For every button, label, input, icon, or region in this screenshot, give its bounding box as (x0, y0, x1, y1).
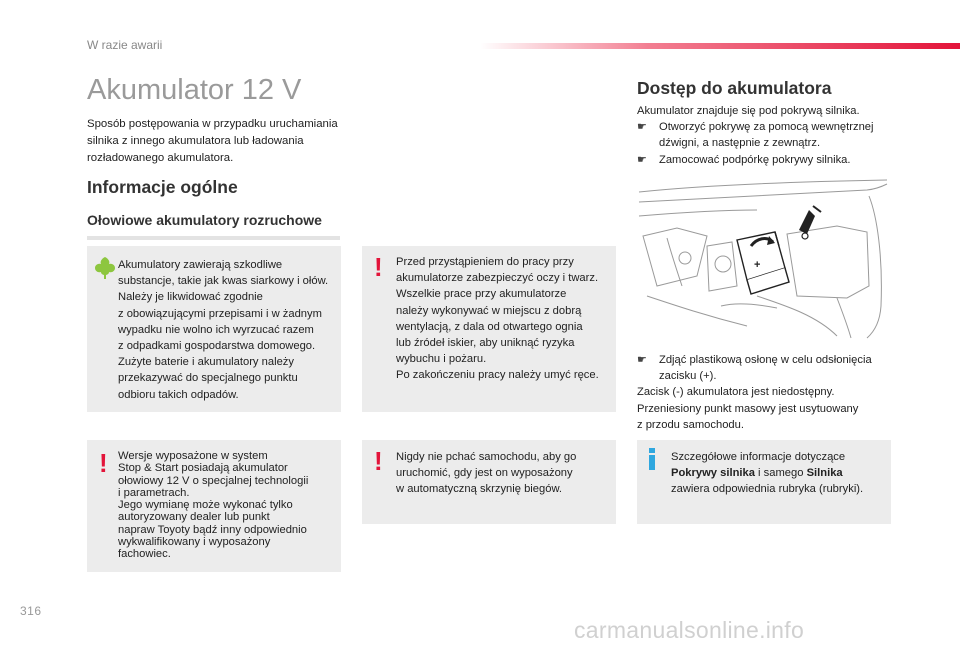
negative-terminal-note: Zacisk (-) akumulatora jest niedostępny. (637, 386, 835, 399)
engine-link-text: Silnika (806, 467, 843, 480)
stop-start-line: Stop & Start posiadają akumulator (118, 462, 288, 475)
general-heading: Informacje ogólne (87, 177, 238, 197)
push-start-line: uruchomić, gdy jest on wyposażony (396, 467, 573, 480)
eco-box (87, 246, 341, 412)
stop-start-line: i parametrach. (118, 486, 190, 499)
push-start-line: w automatyczną skrzynię biegów. (396, 483, 563, 496)
safety-line: akumulatorze zabezpieczyć oczy i twarz. (396, 272, 599, 285)
stop-start-text (118, 450, 340, 561)
eco-line: Należy je likwidować zgodnie (118, 291, 263, 304)
step-secure-bonnet-text: Zamocować podpórkę pokrywy silnika. (659, 153, 851, 166)
stop-start-line: napraw Toyoty bądź inny odpowiednio (118, 523, 307, 536)
push-start-warning-box (362, 440, 616, 524)
info-icon (649, 448, 655, 470)
info-connector-text: i samego (754, 467, 807, 480)
pointer-icon: ☛ (637, 153, 647, 166)
step-remove-cover (637, 352, 899, 433)
step-remove-cover-text: Zdjąć plastikową osłonę w celu odsłonięcia zacisku (+). (659, 354, 872, 383)
info-line-3: zawiera odpowiednia rubryka (rubryki). (671, 483, 864, 496)
eco-line: odbioru takich odpadów. (118, 388, 239, 401)
heading-rule (87, 236, 340, 240)
safety-line: Wszelkie prace przy akumulatorze (396, 288, 567, 301)
leaf-icon (94, 256, 116, 280)
safety-text (396, 254, 614, 384)
step-open-bonnet (637, 119, 899, 151)
pointer-icon: ☛ (637, 121, 647, 134)
step-secure-bonnet (637, 152, 899, 168)
safety-line: Przed przystąpieniem do pracy przy (396, 256, 574, 268)
eco-line: wypadku nie wolno ich wyrzucać razem (118, 323, 314, 336)
watermark: carmanualsonline.info (574, 617, 805, 643)
eco-line: substancje, takie jak kwas siarkowy i ołów. (118, 275, 329, 288)
ground-point-note: Przeniesiony punkt masowy jest usytuowany (637, 402, 859, 415)
lead-acid-heading: Ołowiowe akumulatory rozruchowe (87, 212, 322, 228)
step-open-bonnet-text: Otworzyć pokrywę za pomocą wewnętrznej dźwigni, a następnie z zewnątrz. (659, 121, 874, 150)
eco-line: z odpadkami gospodarstwa domowego. (118, 340, 316, 353)
safety-line: wentylacją, z dala od otwartego ognia (396, 320, 583, 333)
safety-line: lub źródeł iskier, aby uniknąć ryzyka (396, 337, 575, 350)
stop-start-line: ołowiowy 12 V o specjalnej technologii (118, 474, 309, 487)
info-text (671, 449, 889, 498)
battery-access-heading: Dostęp do akumulatora (637, 78, 832, 98)
header-accent-bar (480, 43, 960, 49)
eco-line: Akumulatory zawierają szkodliwe (118, 259, 283, 271)
eco-text (118, 257, 340, 403)
eco-line: przekazywać do specjalnego punktu (118, 372, 298, 385)
intro-text: Sposób postępowania w przypadku uruchamiania silnika z innego akumulatora lub ładowania rozładowanego akumulatora. (87, 118, 338, 164)
safety-warning-box (362, 246, 616, 412)
stop-start-warning-box (87, 440, 341, 572)
stop-start-line: fachowiec. (118, 548, 171, 561)
stop-start-line: autoryzowany dealer lub punkt (118, 511, 270, 524)
info-line-1: Szczegółowe informacje dotyczące (671, 451, 846, 463)
eco-line: Zużyte baterie i akumulatory należy (118, 356, 294, 369)
stop-start-line: Wersje wyposażone w system (118, 450, 268, 462)
pointer-icon: ☛ (637, 354, 647, 366)
exclamation-icon: ! (99, 448, 108, 478)
exclamation-icon: ! (374, 252, 383, 282)
push-start-line: Nigdy nie pchać samochodu, aby go (396, 451, 577, 463)
step-remove-cover-item (637, 352, 899, 384)
safety-line: wybuchu i pożaru. (396, 353, 487, 366)
info-box (637, 440, 891, 524)
stop-start-line: Jego wymianę może wykonać tylko (118, 499, 293, 512)
info-line-2 (671, 465, 889, 481)
ground-point-note-2: z przodu samochodu. (637, 418, 744, 431)
exclamation-icon: ! (374, 446, 383, 476)
eco-line: z obowiązującymi przepisami i w żadnym (118, 307, 322, 320)
stop-start-line: wykwalifikowany i wyposażony (118, 536, 271, 549)
safety-line: Po zakończeniu pracy należy umyć ręce. (396, 369, 599, 382)
battery-location-text: Akumulator znajduje się pod pokrywą silnika. (637, 105, 860, 117)
page-number: 316 (20, 604, 42, 618)
section-title: W razie awarii (87, 38, 163, 52)
page-title: Akumulator 12 V (87, 74, 302, 106)
bonnet-link-text: Pokrywy silnika (671, 467, 755, 480)
push-start-text (396, 449, 614, 498)
engine-bay-illustration (637, 176, 891, 341)
battery-access-text (637, 103, 899, 168)
safety-line: należy wykonywać w miejscu z dobrą (396, 304, 582, 317)
terminal-plus-label: + (754, 259, 761, 271)
